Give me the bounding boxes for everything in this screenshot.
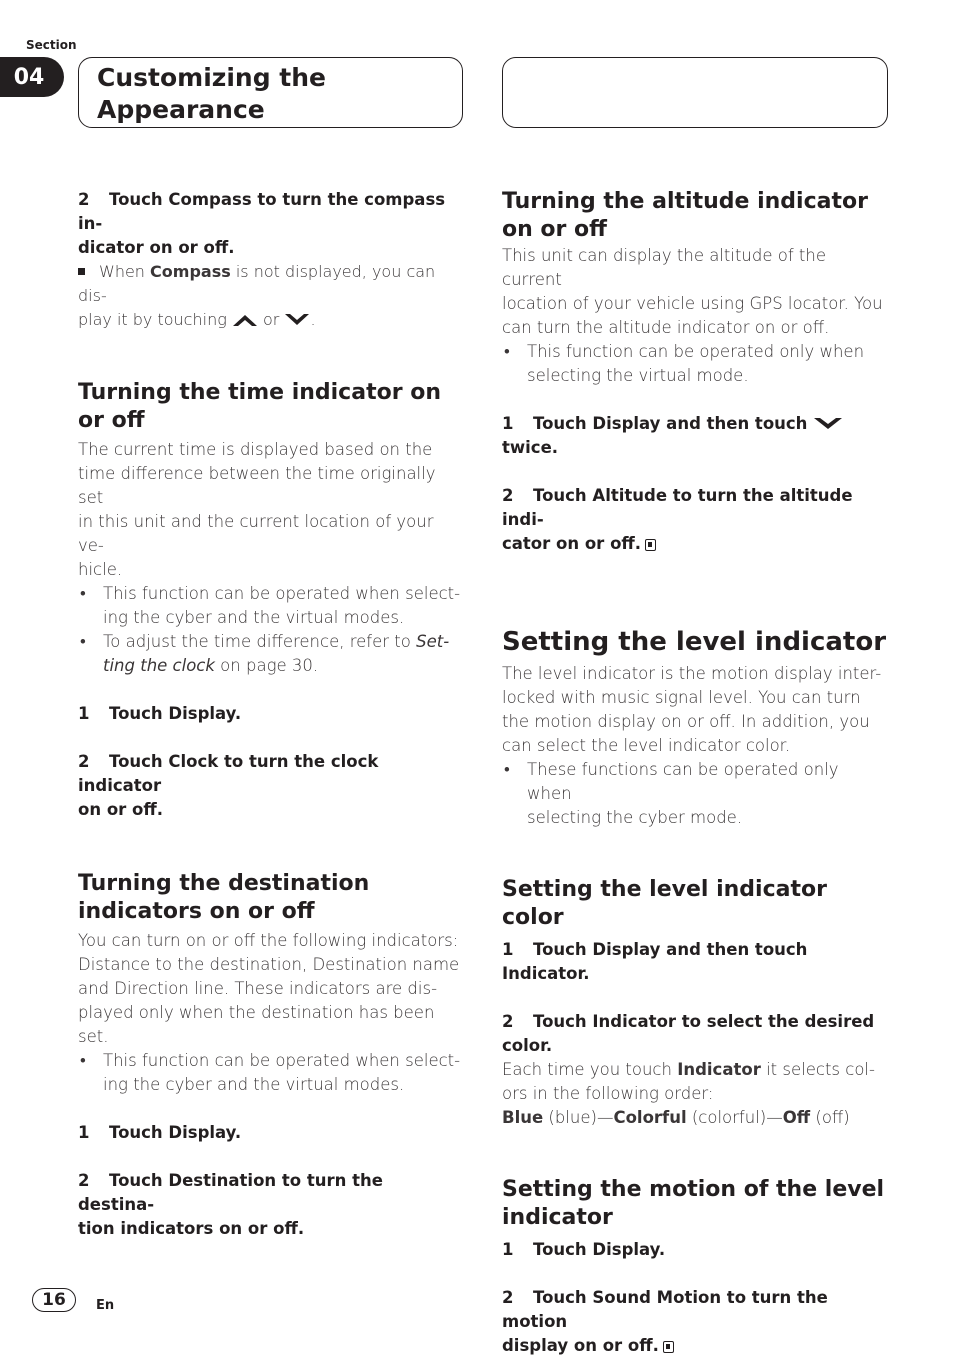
chapter-title [78, 57, 463, 128]
alt-body-line: This unit can display the altitude of the current [502, 246, 826, 289]
heading-time-cont: or off [78, 408, 145, 433]
section-number-tab: 04 [0, 57, 64, 97]
step-dest-2-cont: tion indicators on or off. [78, 1219, 305, 1238]
heading-destination: Turning the destination [78, 871, 370, 896]
step-compass-cont: dicator on or off. [78, 238, 235, 257]
bullet-item: • To adjust the time difference, refer to Set- ting the clock on page 30. [78, 630, 464, 678]
heading-motion-cont: indicator [502, 1205, 613, 1230]
left-column [78, 188, 464, 1241]
step-color-1: 1 Touch Display and then touch Indicator. [502, 940, 808, 983]
end-mark-icon [645, 539, 656, 551]
heading-altitude: Turning the altitude indicator [502, 189, 868, 214]
step-dest-1: 1 Touch Display. [78, 1123, 242, 1142]
heading-destination-cont: indicators on or off [78, 899, 315, 924]
dest-body-line: played only when the destination has been [78, 1003, 435, 1022]
step-dest-2: 2 Touch Destination to turn the destina- [78, 1171, 383, 1214]
step-motion-2-cont: display on or off. [502, 1334, 888, 1358]
alt-body-line: location of your vehicle using GPS locator. You [502, 294, 883, 313]
heading-time: Turning the time indicator on [78, 380, 441, 405]
time-body-line: hicle. [78, 560, 123, 579]
time-body-line: in this unit and the current location of your ve- [78, 512, 434, 555]
heading-level-indicator: Setting the level indicator [502, 627, 887, 657]
note-square-icon [78, 268, 85, 275]
level-body-line: The level indicator is the motion display inter- [502, 664, 882, 683]
level-body-line: can select the level indicator color. [502, 736, 791, 755]
step-time-2: 2 Touch Clock to turn the clock indicator [78, 752, 379, 795]
level-body-line: the motion display on or off. In addition, you [502, 712, 870, 731]
chevron-up-icon [232, 313, 258, 327]
note-compass: When Compass is not displayed, you can dis- [78, 262, 436, 305]
alt-body-line: can turn the altitude indicator on or off. [502, 318, 830, 337]
heading-altitude-cont: on or off [502, 217, 607, 242]
header-box-empty [502, 57, 888, 128]
heading-level-color: Setting the level indicator color [502, 877, 827, 930]
language-label: En [96, 1298, 115, 1313]
step-compass: 2 Touch Compass to turn the compass in- [78, 190, 446, 233]
bullet-item: • This function can be operated only when selecting the virtual mode. [502, 340, 888, 388]
step-time-2-cont: on or off. [78, 800, 164, 819]
time-body-line: time difference between the time originally set [78, 464, 436, 507]
step-time-1: 1 Touch Display. [78, 704, 242, 723]
dest-body-line: Distance to the destination, Destination name [78, 955, 460, 974]
end-mark-icon [663, 1341, 674, 1353]
chevron-down-icon [284, 313, 310, 327]
heading-motion: Setting the motion of the level [502, 1177, 885, 1202]
color-body: Each time you touch Indicator it selects col- [502, 1060, 875, 1079]
color-order: Blue (blue)—Colorful (colorful)—Off (off) [502, 1108, 850, 1127]
dest-body-line: You can turn on or off the following indicators: [78, 931, 459, 950]
chapter-title-line: Appearance [97, 95, 265, 124]
step-color-2: 2 Touch Indicator to select the desired [502, 1012, 875, 1031]
step-motion-2: 2 Touch Sound Motion to turn the motion [502, 1288, 828, 1331]
note-compass-cont: play it by touching or . [78, 310, 316, 329]
chapter-title-line: Customizing the [97, 63, 326, 92]
bullet-item: • These functions can be operated only when selecting the cyber mode. [502, 758, 888, 830]
dest-body-line: and Direction line. These indicators are dis- [78, 979, 438, 998]
page-number: 16 [32, 1288, 76, 1312]
level-body-line: locked with music signal level. You can turn [502, 688, 861, 707]
bullet-item: • This function can be operated when select- ing the cyber and the virtual modes. [78, 1049, 464, 1097]
bullet-item: • This function can be operated when select- ing the cyber and the virtual modes. [78, 582, 464, 630]
step-alt-1: 1 Touch Display and then touch twice. [502, 412, 888, 460]
step-alt-2: 2 Touch Altitude to turn the altitude indi- [502, 486, 853, 529]
color-body-cont: ors in the following order: [502, 1084, 714, 1103]
step-motion-1: 1 Touch Display. [502, 1240, 666, 1259]
step-alt-2-cont: cator on or off. [502, 532, 888, 556]
step-color-2-cont: color. [502, 1036, 553, 1055]
time-body-line: The current time is displayed based on the [78, 440, 433, 459]
section-label: Section [26, 38, 77, 52]
right-column [502, 188, 888, 1358]
chevron-down-icon [813, 417, 843, 431]
dest-body-line: set. [78, 1027, 109, 1046]
